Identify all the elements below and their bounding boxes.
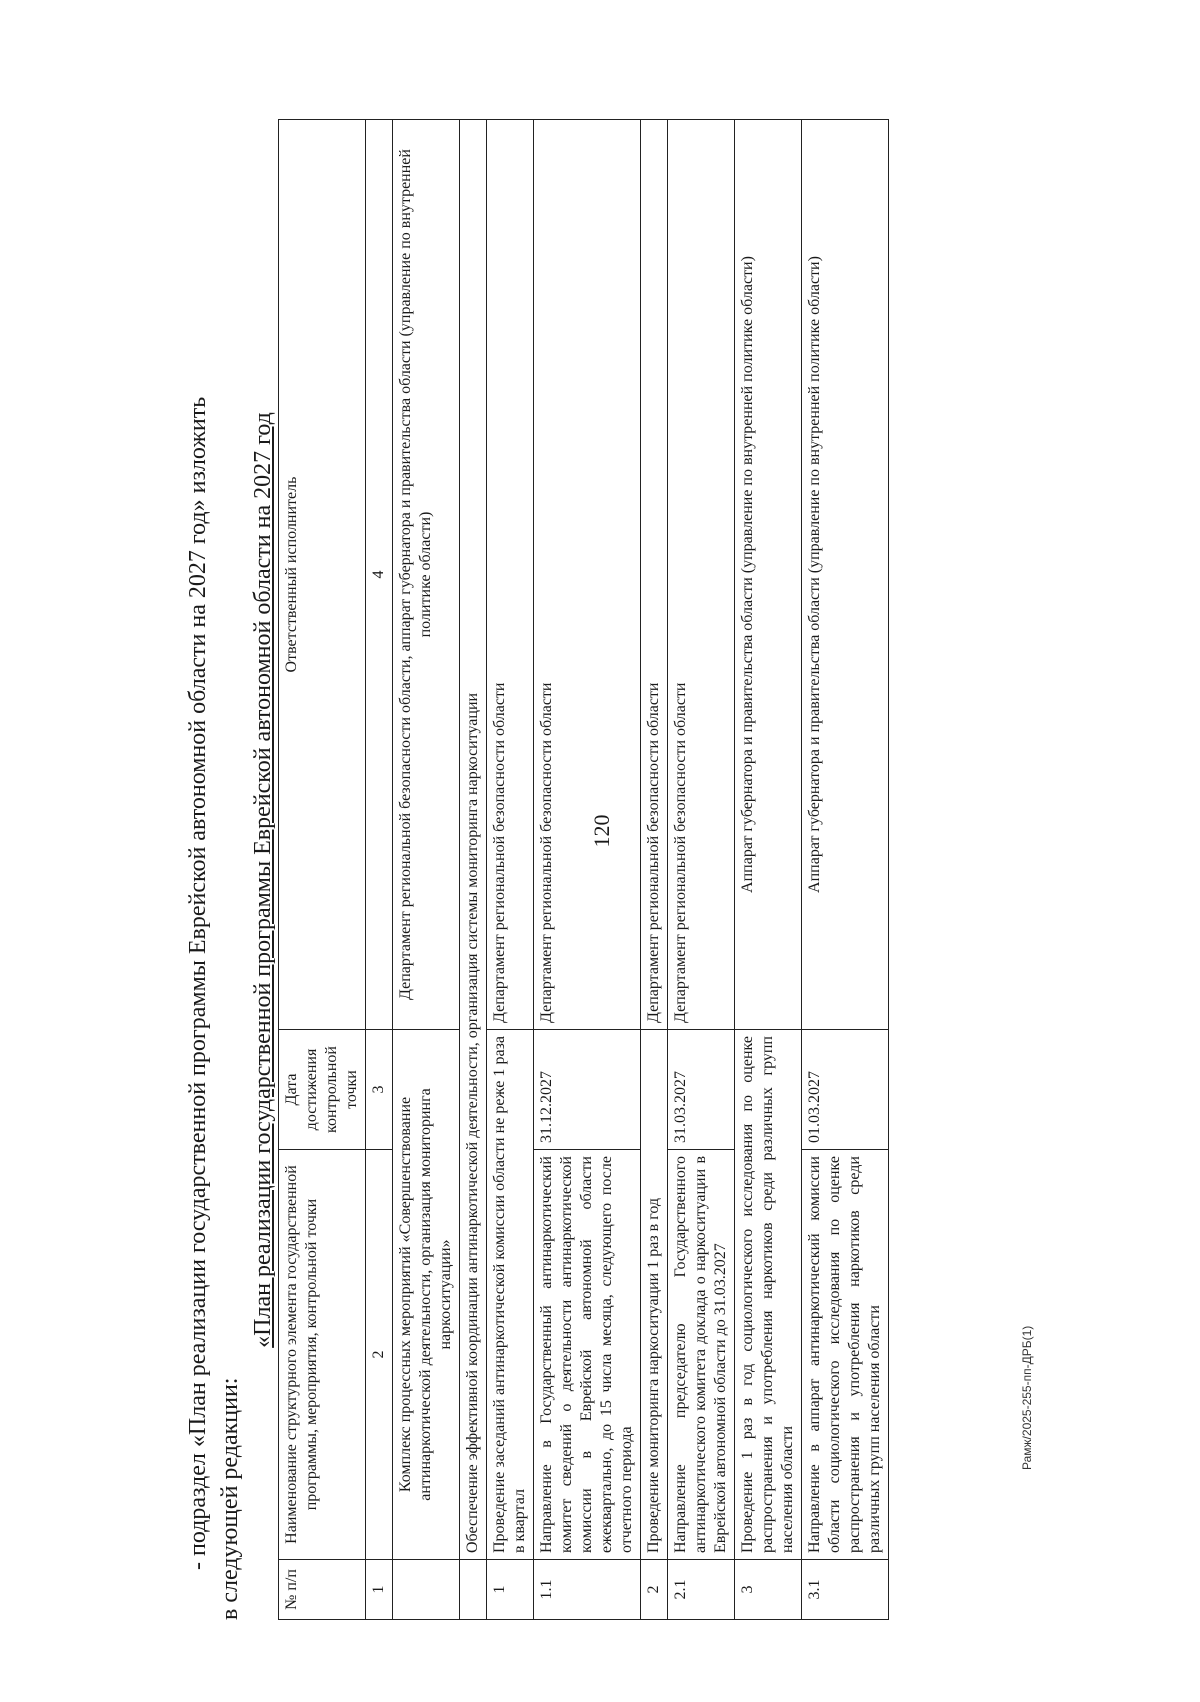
header-number-2: 2 (366, 1150, 393, 1560)
header-number-4: 4 (366, 120, 393, 1030)
row-responsible: Аппарат губернатора и правительства области (управление по внутренней политике области) (802, 120, 889, 1030)
row-name: Проведение 1 раз в год социологического исследования по оценке распространения и употребления наркотиков среди различных групп населения области (735, 1030, 802, 1560)
table-row (641, 120, 668, 1620)
row-num: 2 (641, 1560, 668, 1620)
row-name: Направление в Государственный антинаркотический комитет сведений о деятельности антинаркотической комиссии в Еврейской автономной области ежеквартально, до 15 числа месяца, следующего после отчетного периода (534, 1150, 641, 1560)
complex-name: Комплекс процессных мероприятий «Совершенствование антинаркотической деятельности, организация мониторинга наркоситуации» (393, 1030, 460, 1560)
footer-document-code: Рамж/2025-255-пп-ДРБ(1) (1020, 1325, 1034, 1470)
page-number: 120 (589, 814, 614, 848)
table-header-numbers-row (366, 120, 393, 1620)
row-responsible: Департамент региональной безопасности области (534, 120, 641, 1030)
table-row (802, 120, 889, 1620)
header-number-3: 3 (366, 1030, 393, 1150)
row-name: Направление в аппарат антинаркотический комиссии области социологического исследования по оценке распространения и употребления наркотиков среди различных групп населения области (802, 1150, 889, 1560)
table-row (668, 120, 735, 1620)
row-date: 01.03.2027 (802, 1030, 889, 1150)
row-num: 2.1 (668, 1560, 735, 1620)
header-num: № п/п (279, 1560, 366, 1620)
complex-row (393, 120, 460, 1620)
task-num-cell (460, 1560, 487, 1620)
row-num: 1 (487, 1560, 534, 1620)
header-name: Наименование структурного элемента государственной программы, мероприятия, контрольной точки (279, 1150, 366, 1560)
table-row (534, 120, 641, 1620)
row-name: Направление председателю Государственного антинаркотического комитета доклада о наркоситуации в Еврейской автономной области до 31.03.2027 (668, 1150, 735, 1560)
row-responsible: Департамент региональной безопасности области (641, 120, 668, 1030)
header-responsible: Ответственный исполнитель (279, 120, 366, 1030)
intro-line-2: в следующей редакции: (217, 1377, 243, 1620)
task-row (460, 120, 487, 1620)
row-responsible: Департамент региональной безопасности области (487, 120, 534, 1030)
row-name: Проведение заседаний антинаркотической комиссии области не реже 1 раза в квартал (487, 1030, 534, 1560)
table-title (248, 140, 278, 1620)
complex-num-cell (393, 1560, 460, 1620)
row-num: 3 (735, 1560, 802, 1620)
table-row (487, 120, 534, 1620)
document-body (182, 120, 1122, 1620)
task-text: Обеспечение эффективной координации антинаркотической деятельности, организация системы мониторинга наркоситуации (460, 120, 487, 1560)
row-name: Проведение мониторинга наркоситуации 1 раз в год (641, 1030, 668, 1560)
header-date: Дата достижения контрольной точки (279, 1030, 366, 1150)
plan-table (278, 119, 889, 1620)
row-responsible: Аппарат губернатора и правительства области (управление по внутренней политике области) (735, 120, 802, 1030)
intro-line-1: - подраздел «План реализации государственной программы Еврейской автономной области на 2027 год» изложить (185, 396, 211, 1570)
complex-responsible: Департамент региональной безопасности области, аппарат губернатора и правительства области (управление по внутренней политике области) (393, 120, 460, 1030)
header-number-1: 1 (366, 1560, 393, 1620)
table-title-text: «План реализации государственной программы Еврейской автономной области на 2027 год (250, 412, 276, 1348)
row-num: 3.1 (802, 1560, 889, 1620)
intro-text (182, 120, 246, 1620)
row-num: 1.1 (534, 1560, 641, 1620)
table-row (735, 120, 802, 1620)
row-date: 31.03.2027 (668, 1030, 735, 1150)
row-responsible: Департамент региональной безопасности области (668, 120, 735, 1030)
table-header-row (279, 120, 366, 1620)
row-date: 31.12.2027 (534, 1030, 641, 1150)
